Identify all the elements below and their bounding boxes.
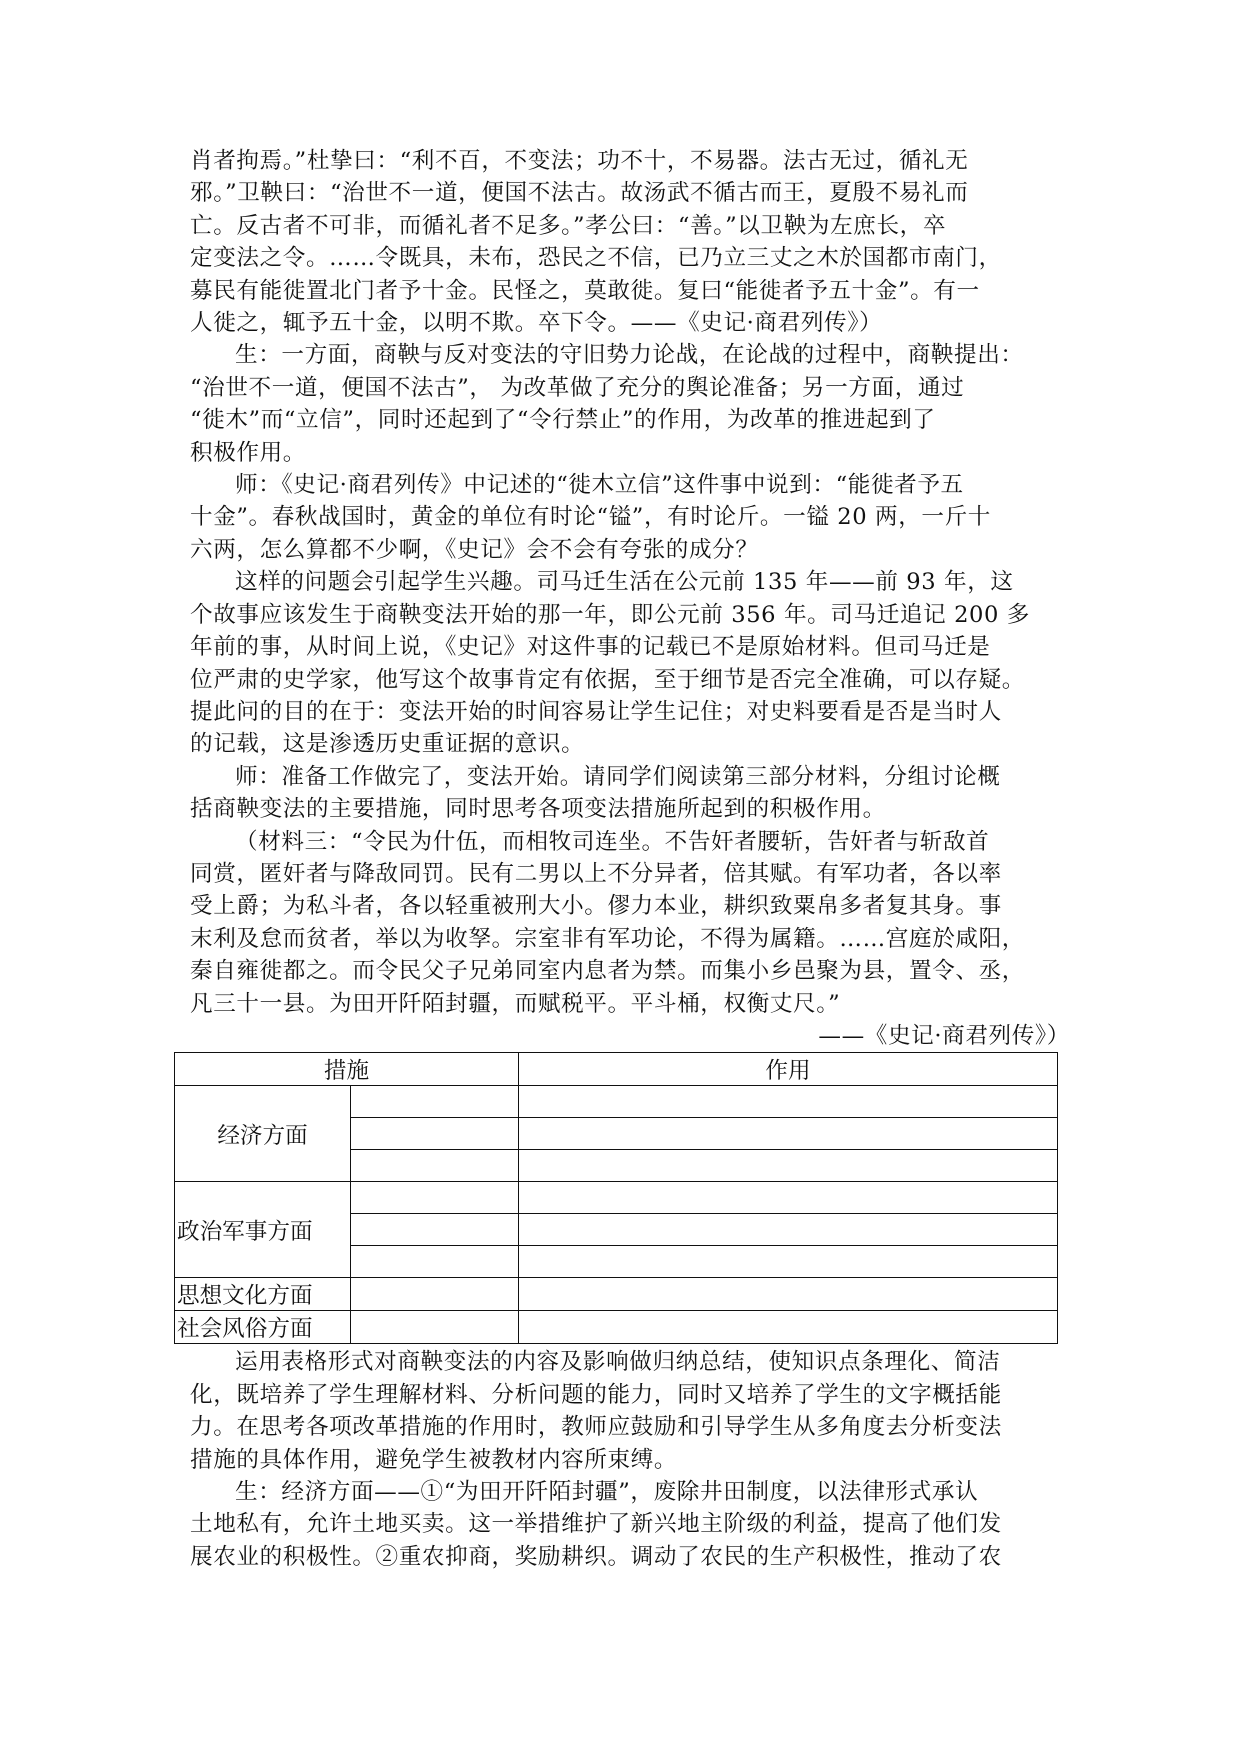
text-line: 亡。反古者不可非，而循礼者不足多。”孝公曰：“善。”以卫鞅为左庶长，卒 (190, 212, 947, 239)
table-cell-empty (519, 1311, 1058, 1344)
table-cell-empty (519, 1182, 1058, 1214)
text-line: “徙木”而“立信”，同时还起到了“令行禁止”的作用，为改革的推进起到了 (190, 407, 936, 434)
text-line: 化，既培养了学生理解材料、分析问题的能力，同时又培养了学生的文字概括能 (190, 1381, 1002, 1408)
text-line: 凡三十一县。为田开阡陌封疆，而赋税平。平斗桶，权衡丈尺。” (190, 990, 841, 1017)
table-cell-empty (351, 1182, 519, 1214)
text-line: 括商鞅变法的主要措施，同时思考各项变法措施所起到的积极作用。 (190, 796, 886, 823)
text-line: 师：准备工作做完了，变法开始。请同学们阅读第三部分材料，分组讨论概 (235, 763, 1001, 790)
category-custom: 社会风俗方面 (175, 1311, 351, 1344)
table-cell-empty (351, 1118, 519, 1150)
text-line: 年前的事，从时间上说，《史记》对这件事的记载已不是原始材料。但司马迁是 (190, 634, 991, 661)
text-line: 措施的具体作用，避免学生被教材内容所束缚。 (190, 1446, 678, 1473)
text-line: 力。在思考各项改革措施的作用时，教师应鼓励和引导学生从多角度去分析变法 (190, 1414, 1002, 1441)
text-line: 肖者拘焉。”杜挚曰：“利不百，不变法；功不十，不易器。法古无过，循礼无 (190, 148, 969, 174)
text-line: 这样的问题会引起学生兴趣。司马迁生活在公元前 135 年——前 93 年，这 (235, 569, 1014, 596)
document-page (177, 145, 1070, 1573)
table-cell-empty (519, 1150, 1058, 1182)
body-text-top (190, 145, 1070, 1020)
text-line: 末利及怠而贫者，举以为收孥。宗室非有军功论，不得为属籍。……宫庭於咸阳， (190, 925, 1025, 952)
table-cell-empty (351, 1214, 519, 1246)
text-line: 位严肃的史学家，他写这个故事肯定有依据，至于细节是否完全准确，可以存疑。 (190, 666, 1025, 693)
table-row (175, 1182, 1058, 1214)
table-cell-empty (351, 1278, 519, 1311)
table-row (175, 1086, 1058, 1118)
text-line: 六两，怎么算都不少啊，《史记》会不会有夸张的成分？ (190, 536, 759, 563)
table-cell-empty (519, 1086, 1058, 1118)
table-cell-empty (519, 1118, 1058, 1150)
table-cell-empty (351, 1246, 519, 1278)
text-line: 受上爵；为私斗者，各以轻重被刑大小。僇力本业，耕织致粟帛多者复其身。事 (190, 893, 1002, 920)
table-row (175, 1278, 1058, 1311)
category-thought: 思想文化方面 (175, 1278, 351, 1311)
text-line: 人徙之，辄予五十金，以明不欺。卒下令。——《史记·商君列传》） (190, 310, 883, 337)
text-line: 秦自雍徙都之。而令民父子兄弟同室内息者为禁。而集小乡邑聚为县，置令、丞， (190, 958, 1025, 985)
text-line: 十金”。春秋战国时，黄金的单位有时论“镒”，有时论斤。一镒 20 两，一斤十 (190, 504, 991, 531)
table-cell-empty (351, 1311, 519, 1344)
table-cell-empty (351, 1086, 519, 1118)
text-line: 个故事应该发生于商鞅变法开始的那一年，即公元前 356 年。司马迁追记 200 多 (190, 601, 1030, 628)
measures-table (174, 1052, 1058, 1344)
text-line: 提此问的目的在于：变法开始的时间容易让学生记住；对史料要看是否是当时人 (190, 698, 1002, 725)
text-line: 生：经济方面——①“为田开阡陌封疆”，废除井田制度，以法律形式承认 (235, 1479, 979, 1505)
text-line: “治世不一道，便国不法古”， 为改革做了充分的舆论准备；另一方面，通过 (190, 374, 965, 401)
category-politics: 政治军事方面 (175, 1182, 351, 1278)
text-line: 生：一方面，商鞅与反对变法的守旧势力论战，在论战的过程中，商鞅提出： (235, 342, 1024, 369)
table-row (175, 1311, 1058, 1344)
text-line: 展农业的积极性。②重农抑商，奖励耕织。调动了农民的生产积极性，推动了农 (190, 1543, 1002, 1570)
text-line: 积极作用。 (190, 439, 306, 466)
body-text-bottom (190, 1346, 1070, 1573)
table-cell-empty (519, 1278, 1058, 1311)
text-line: 邪。”卫鞅曰：“治世不一道，便国不法古。故汤武不循古而王，夏殷不易礼而 (190, 180, 969, 207)
category-economy: 经济方面 (175, 1086, 351, 1182)
text-line: 土地私有，允许土地买卖。这一举措维护了新兴地主阶级的利益，提高了他们发 (190, 1511, 1002, 1538)
header-effect: 作用 (519, 1053, 1058, 1086)
text-line: 定变法之令。……令既具，未布，恐民之不信，已乃立三丈之木於国都市南门， (190, 245, 1002, 272)
header-measures: 措施 (175, 1053, 519, 1086)
text-line: 的记载，这是渗透历史重证据的意识。 (190, 731, 585, 758)
text-line: 募民有能徙置北门者予十金。民怪之，莫敢徙。复曰“能徙者予五十金”。有一 (190, 277, 980, 304)
table-cell-empty (519, 1214, 1058, 1246)
text-line: 运用表格形式对商鞅变法的内容及影响做归纳总结，使知识点条理化、简洁 (235, 1349, 1001, 1376)
source-citation: ——《史记·商君列传》） (818, 1022, 1070, 1049)
text-line: （材料三：“令民为什伍，而相牧司连坐。不告奸者腰斩，告奸者与斩敌首 (235, 828, 990, 855)
text-line: 同赏，匿奸者与降敌同罚。民有二男以上不分异者，倍其赋。有军功者，各以率 (190, 860, 1002, 887)
text-line: 师：《史记·商君列传》中记述的“徙木立信”这件事中说到：“能徙者予五 (235, 472, 964, 499)
table-header-row (175, 1053, 1058, 1086)
table-cell-empty (519, 1246, 1058, 1278)
table-cell-empty (351, 1150, 519, 1182)
